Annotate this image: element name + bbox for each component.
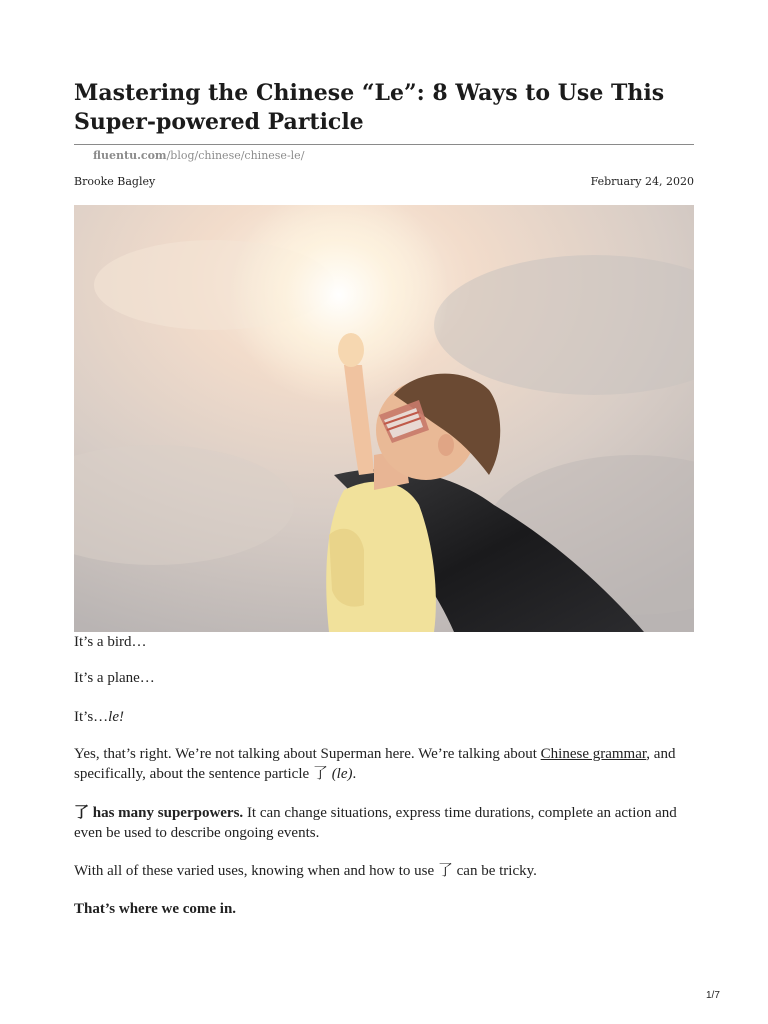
le-character: 了 xyxy=(312,766,328,782)
byline xyxy=(74,175,694,189)
paragraph-tricky: With all of these varied uses, knowing when and how to use 了 can be tricky. xyxy=(74,863,537,879)
paragraph-come-in: That’s where we come in. xyxy=(74,901,237,917)
paragraph-intro xyxy=(74,744,694,784)
p3-emphasis: le! xyxy=(108,709,124,725)
paragraph-plane: It’s a plane… xyxy=(74,670,155,686)
article-title: Mastering the Chinese “Le”: 8 Ways to Use This Super-powered Particle xyxy=(74,80,665,135)
page-number: 1/7 xyxy=(706,990,720,1001)
p4-end: . xyxy=(352,766,357,782)
p4-text: Yes, that’s right. We’re not talking about Superman here. We’re talking about xyxy=(74,746,541,762)
hero-image xyxy=(74,205,694,632)
p4-mid: , and specifically, about the sentence particle xyxy=(74,746,676,782)
boy-in-cape-photo xyxy=(74,205,694,632)
source-path: /blog/chinese/chinese-le/ xyxy=(166,149,305,162)
publish-date: February 24, 2020 xyxy=(590,175,694,188)
le-pinyin: (le) xyxy=(327,766,353,782)
chinese-grammar-link[interactable]: Chinese grammar xyxy=(540,746,647,762)
source-domain: fluentu.com xyxy=(93,149,167,162)
superpowers-heading: 了 has many superpowers. xyxy=(74,805,244,821)
paragraph-bird: It’s a bird… xyxy=(74,634,147,650)
author-name: Brooke Bagley xyxy=(74,175,156,188)
source-url[interactable] xyxy=(93,149,304,163)
superpowers-text: It can change situations, express time durations, complete an action and even be used to describe ongoing events. xyxy=(74,805,677,841)
paragraph-superpowers xyxy=(74,803,694,843)
p3-prefix: It’s… xyxy=(74,709,109,725)
paragraph-le xyxy=(74,707,694,727)
title-divider xyxy=(74,144,694,145)
